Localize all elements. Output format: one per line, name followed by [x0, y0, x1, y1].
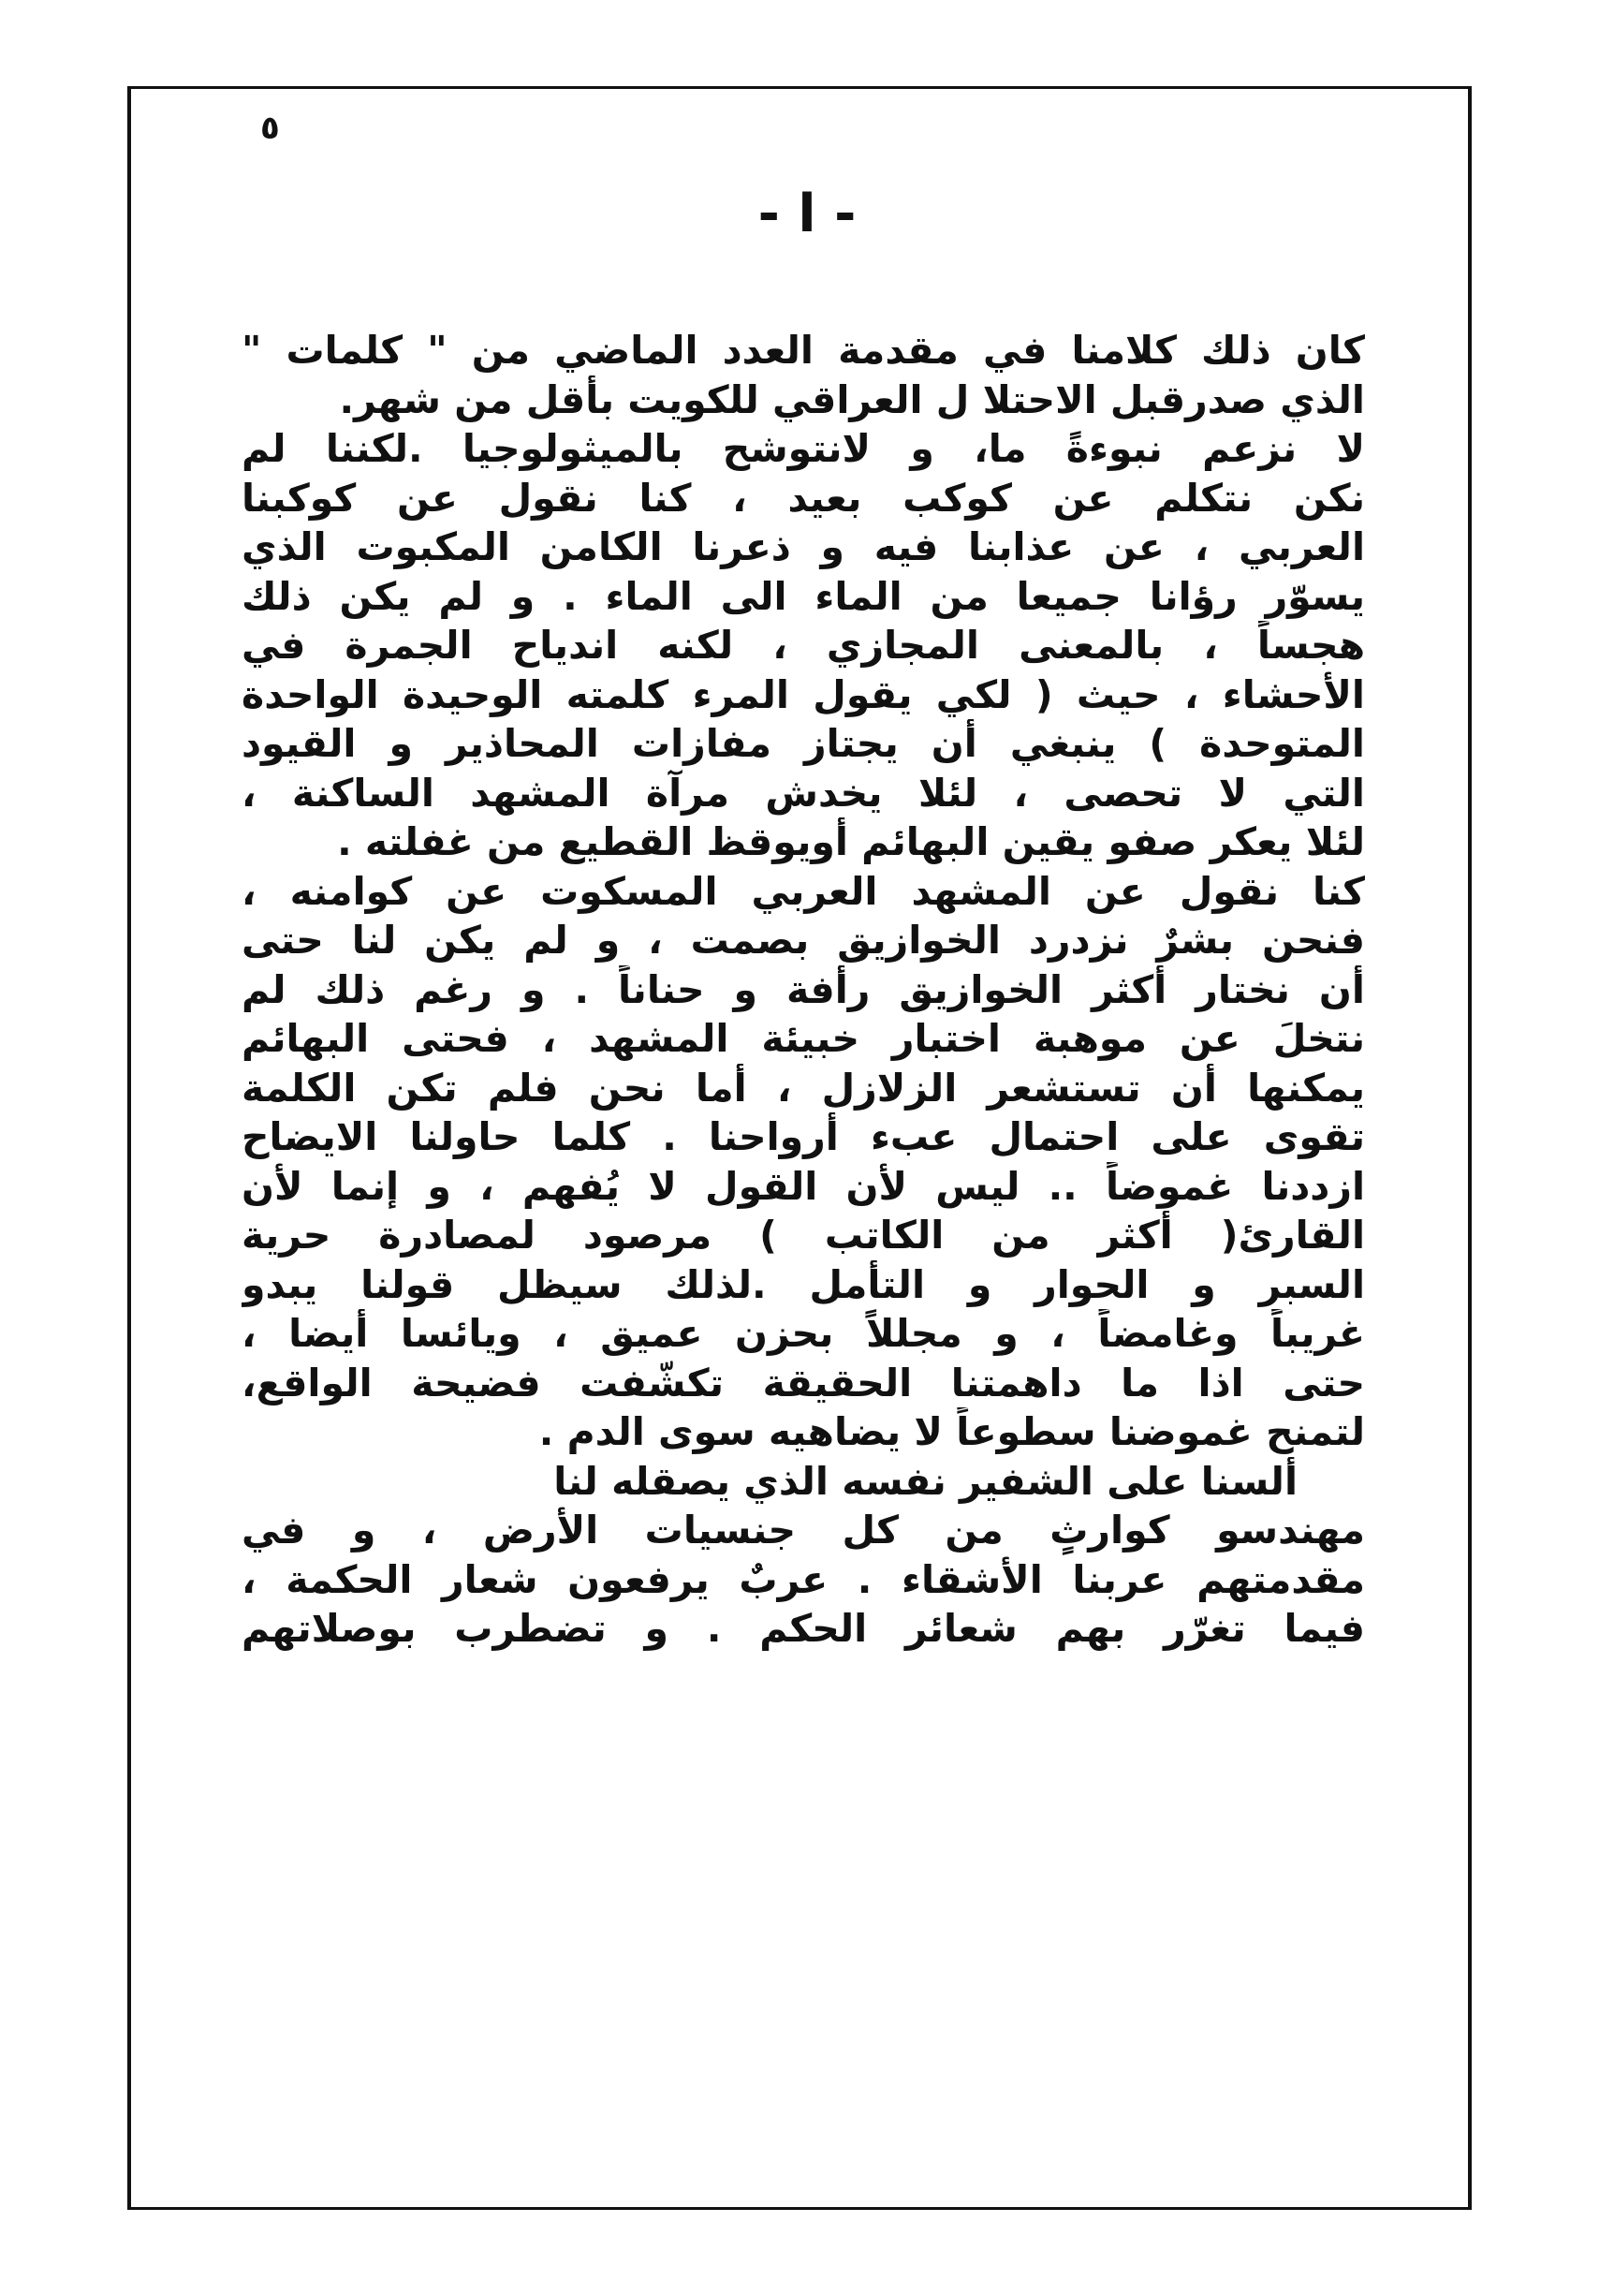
text-line: يسوّر رؤانا جميعا من الماء الى الماء . و لم يكن ذلك [242, 573, 1365, 619]
body-text [242, 326, 1365, 1654]
text-line: هجساً ، بالمعنى المجازي ، لكنه اندياح الجمرة في [242, 623, 1365, 668]
text-line: مقدمتهم عربنا الأشقاء . عربٌ يرفعون شعار الحكمة ، [242, 1556, 1365, 1602]
text-line: القارئ( أكثر من الكاتب ) مرصود لمصادرة حرية [242, 1213, 1365, 1258]
text-line: ازددنا غموضاً .. ليس لأن القول لا يُفهم ، و إنما لأن [242, 1163, 1365, 1209]
text-line: كان ذلك كلامنا في مقدمة العدد الماضي من " كلمات " [242, 328, 1365, 373]
section-marker: - ا - [757, 184, 857, 244]
text-line: فيما تغرّر بهم شعائر الحكم . و تضطرب بوصلاتهم [242, 1606, 1365, 1651]
text-line: الذي صدرقبل الاحتلا ل العراقي للكويت بأقل من شهر. [339, 376, 1365, 422]
text-line: لتمنح غموضنا سطوعاً لا يضاهيه سوى الدم . [538, 1409, 1365, 1454]
text-line: مهندسو كوارثٍ من كل جنسيات الأرض ، و في [242, 1508, 1365, 1553]
page-number: ٥ [260, 110, 280, 147]
text-line: أن نختار أكثر الخوازيق رأفة و حناناً . و رغم ذلك لم [242, 966, 1365, 1012]
text-line: نتخلَ عن موهبة اختبار خبيئة المشهد ، فحتى البهائم [242, 1016, 1365, 1061]
text-line: لا نزعم نبوءةً ما، و لانتوشح بالميثولوجيا .لكننا لم [242, 426, 1365, 471]
text-line: السبر و الحوار و التأمل .لذلك سيظل قولنا يبدو [242, 1261, 1365, 1307]
text-line: غريباً وغامضاً ، و مجللاً بحزن عميق ، ويائسا أيضا ، [242, 1311, 1365, 1356]
text-line: المتوحدة ) ينبغي أن يجتاز مفازات المحاذير و القيود [242, 721, 1365, 766]
text-line: العربي ، عن عذابنا فيه و ذعرنا الكامن المكبوت الذي [242, 524, 1365, 569]
text-line: ألسنا على الشفير نفسه الذي يصقله لنا [553, 1458, 1298, 1504]
text-line: لئلا يعكر صفو يقين البهائم أويوقظ القطيع من غفلته . [337, 819, 1365, 864]
text-line: يمكنها أن تستشعر الزلازل ، أما نحن فلم تكن الكلمة [242, 1065, 1365, 1111]
text-line: نكن نتكلم عن كوكب بعيد ، كنا نقول عن كوكبنا [242, 475, 1365, 521]
text-line: فنحن بشرٌ نزدرد الخوازيق بصمت ، و لم يكن لنا حتى [242, 918, 1365, 963]
text-line: التي لا تحصى ، لئلا يخدش مرآة المشهد الساكنة ، [242, 770, 1365, 816]
text-line: تقوى على احتمال عبء أرواحنا . كلما حاولنا الايضاح [242, 1114, 1365, 1159]
text-line: كنا نقول عن المشهد العربي المسكوت عن كوامنه ، [242, 868, 1365, 914]
text-line: حتى اذا ما داهمتنا الحقيقة تكشّفت فضيحة الواقع، [242, 1360, 1365, 1406]
text-line: الأحشاء ، حيث ( لكي يقول المرء كلمته الوحيدة الواحدة [242, 671, 1365, 717]
